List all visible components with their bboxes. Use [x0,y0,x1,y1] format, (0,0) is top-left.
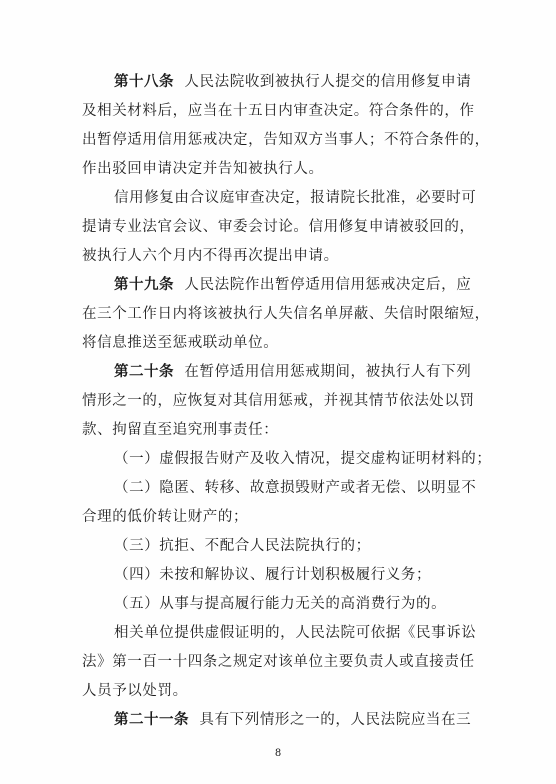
text-line: 情形之一的，应恢复对其信用惩戒，并视其情节依法处以罚 [82,393,475,409]
article-20-first-line [82,358,476,387]
article-21-title: 第二十一条 [114,712,189,728]
text-line: 将信息推送至惩戒联动单位。 [82,335,279,351]
list-item: （三）抗拒、不配合人民法院执行的； [114,538,371,554]
text-line: 相关单位提供虚假证明的，人民法院可依据《民事诉讼 [114,625,477,641]
text-line: 在三个工作日内将该被执行人失信名单屏蔽、失信时限缩短， [82,306,490,322]
article-19-title: 第十九条 [114,277,174,293]
article-19-first-line [82,271,476,300]
text-line: 在暂停适用信用惩戒期间，被执行人有下列 [184,364,472,380]
list-item: （二）隐匿、转移、故意损毁财产或者无偿、以明显不 [114,480,477,496]
text-line: 出暂停适用信用惩戒决定，告知双方当事人；不符合条件的， [82,132,490,148]
text-line: 法》第一百一十四条之规定对该单位主要负责人或直接责任 [82,654,475,670]
text-line: 款、拘留直至追究刑事责任： [82,422,279,438]
text-line: 人民法院作出暂停适用信用惩戒决定后，应 [184,277,472,293]
text-line: 及相关材料后，应当在十五日内审查决定。符合条件的，作 [82,103,475,119]
page-number: 8 [274,748,282,759]
text-line: 提请专业法官会议、审委会讨论。信用修复申请被驳回的， [82,219,475,235]
article-20-title: 第二十条 [114,364,174,380]
list-item: （五）从事与提高履行能力无关的高消费行为的。 [114,596,447,612]
text-line: 被执行人六个月内不得再次提出申请。 [82,248,339,264]
list-item: （一）虚假报告财产及收入情况，提交虚构证明材料的； [114,451,492,467]
list-item-continuation: 合理的低价转让财产的； [82,509,249,525]
article-21-first-line [82,706,476,735]
article-18-first-line [82,68,476,97]
text-line: 作出驳回申请决定并告知被执行人。 [82,161,324,177]
text-line: 具有下列情形之一的，人民法院应当在三 [199,712,472,728]
document-body [82,68,492,735]
article-18-title: 第十八条 [114,74,174,90]
text-line: 信用修复由合议庭审查决定，报请院长批准，必要时可 [114,190,477,206]
text-line: 人民法院收到被执行人提交的信用修复申请 [184,74,472,90]
list-item: （四）未按和解协议、履行计划积极履行义务； [114,567,432,583]
text-line: 人员予以处罚。 [82,683,188,699]
